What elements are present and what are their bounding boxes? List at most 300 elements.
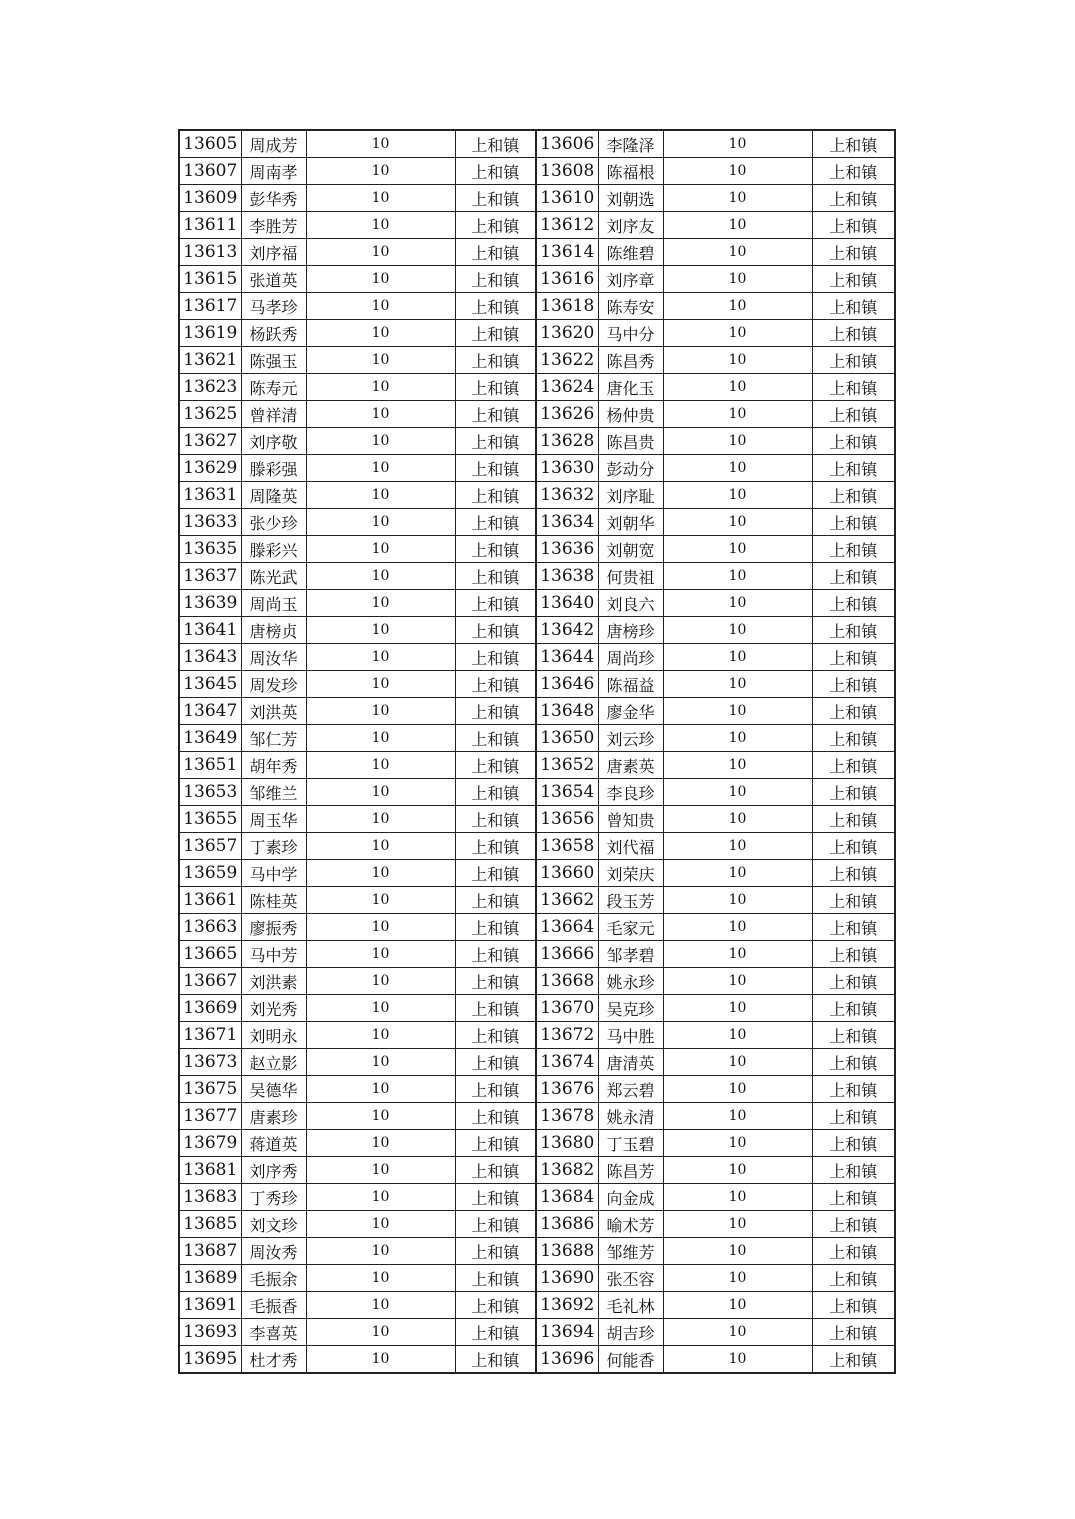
township-cell: 上和镇 [812,1130,895,1157]
record-number-cell: 13657 [179,833,241,860]
township-cell: 上和镇 [812,266,895,293]
person-name-cell: 刘序耻 [598,482,663,509]
amount-cell: 10 [663,968,812,995]
township-cell: 上和镇 [812,401,895,428]
record-number-cell: 13661 [179,887,241,914]
amount-cell: 10 [306,968,455,995]
township-cell: 上和镇 [812,806,895,833]
person-name-cell: 杜才秀 [241,1346,306,1374]
record-number-cell: 13606 [536,130,598,158]
record-number-cell: 13650 [536,725,598,752]
township-cell: 上和镇 [812,455,895,482]
record-number-cell: 13627 [179,428,241,455]
record-number-cell: 13679 [179,1130,241,1157]
person-name-cell: 刘序秀 [241,1157,306,1184]
record-number-cell: 13621 [179,347,241,374]
table-row [179,1022,895,1049]
amount-cell: 10 [306,1130,455,1157]
table-row [179,266,895,293]
person-name-cell: 李隆泽 [598,130,663,158]
record-number-cell: 13630 [536,455,598,482]
amount-cell: 10 [663,806,812,833]
amount-cell: 10 [306,779,455,806]
person-name-cell: 胡吉珍 [598,1319,663,1346]
person-name-cell: 胡年秀 [241,752,306,779]
person-name-cell: 张丕容 [598,1265,663,1292]
person-name-cell: 周发珍 [241,671,306,698]
township-cell: 上和镇 [812,212,895,239]
township-cell: 上和镇 [455,320,536,347]
record-number-cell: 13656 [536,806,598,833]
amount-cell: 10 [306,590,455,617]
table-row [179,239,895,266]
township-cell: 上和镇 [455,887,536,914]
amount-cell: 10 [663,482,812,509]
record-number-cell: 13652 [536,752,598,779]
record-number-cell: 13668 [536,968,598,995]
table-row [179,563,895,590]
record-number-cell: 13631 [179,482,241,509]
table-row [179,320,895,347]
record-number-cell: 13632 [536,482,598,509]
township-cell: 上和镇 [455,1022,536,1049]
person-name-cell: 赵立影 [241,1049,306,1076]
person-name-cell: 邹孝碧 [598,941,663,968]
person-name-cell: 杨仲贵 [598,401,663,428]
person-name-cell: 刘序章 [598,266,663,293]
township-cell: 上和镇 [455,968,536,995]
record-number-cell: 13651 [179,752,241,779]
amount-cell: 10 [663,509,812,536]
amount-cell: 10 [663,347,812,374]
person-name-cell: 毛礼林 [598,1292,663,1319]
amount-cell: 10 [306,428,455,455]
township-cell: 上和镇 [455,509,536,536]
person-name-cell: 杨跃秀 [241,320,306,347]
amount-cell: 10 [306,941,455,968]
table-row [179,482,895,509]
person-name-cell: 周隆英 [241,482,306,509]
township-cell: 上和镇 [812,1238,895,1265]
person-name-cell: 周尚珍 [598,644,663,671]
amount-cell: 10 [663,995,812,1022]
record-number-cell: 13647 [179,698,241,725]
township-cell: 上和镇 [812,563,895,590]
amount-cell: 10 [306,833,455,860]
record-number-cell: 13642 [536,617,598,644]
person-name-cell: 廖金华 [598,698,663,725]
record-number-cell: 13608 [536,158,598,185]
record-number-cell: 13686 [536,1211,598,1238]
person-name-cell: 陈寿元 [241,374,306,401]
amount-cell: 10 [663,401,812,428]
person-name-cell: 陈强玉 [241,347,306,374]
amount-cell: 10 [306,455,455,482]
township-cell: 上和镇 [812,482,895,509]
record-number-cell: 13635 [179,536,241,563]
table-row [179,1157,895,1184]
person-name-cell: 毛家元 [598,914,663,941]
roster-body [179,130,895,1373]
amount-cell: 10 [306,320,455,347]
township-cell: 上和镇 [455,266,536,293]
township-cell: 上和镇 [455,1130,536,1157]
township-cell: 上和镇 [455,644,536,671]
record-number-cell: 13675 [179,1076,241,1103]
amount-cell: 10 [663,671,812,698]
amount-cell: 10 [663,185,812,212]
person-name-cell: 陈桂英 [241,887,306,914]
amount-cell: 10 [663,563,812,590]
amount-cell: 10 [663,1076,812,1103]
record-number-cell: 13682 [536,1157,598,1184]
record-number-cell: 13618 [536,293,598,320]
table-row [179,644,895,671]
record-number-cell: 13693 [179,1319,241,1346]
table-row [179,617,895,644]
record-number-cell: 13624 [536,374,598,401]
record-number-cell: 13616 [536,266,598,293]
table-row [179,941,895,968]
person-name-cell: 何能香 [598,1346,663,1374]
record-number-cell: 13671 [179,1022,241,1049]
record-number-cell: 13609 [179,185,241,212]
person-name-cell: 刘荣庆 [598,860,663,887]
amount-cell: 10 [306,347,455,374]
township-cell: 上和镇 [812,833,895,860]
township-cell: 上和镇 [455,779,536,806]
amount-cell: 10 [663,320,812,347]
person-name-cell: 滕彩强 [241,455,306,482]
township-cell: 上和镇 [455,833,536,860]
township-cell: 上和镇 [455,1076,536,1103]
record-number-cell: 13685 [179,1211,241,1238]
township-cell: 上和镇 [455,374,536,401]
record-number-cell: 13676 [536,1076,598,1103]
person-name-cell: 唐素英 [598,752,663,779]
township-cell: 上和镇 [455,239,536,266]
person-name-cell: 蒋道英 [241,1130,306,1157]
person-name-cell: 刘序敬 [241,428,306,455]
record-number-cell: 13613 [179,239,241,266]
township-cell: 上和镇 [812,374,895,401]
person-name-cell: 曾祥清 [241,401,306,428]
township-cell: 上和镇 [812,1103,895,1130]
township-cell: 上和镇 [455,590,536,617]
township-cell: 上和镇 [455,1103,536,1130]
township-cell: 上和镇 [812,1265,895,1292]
table-row [179,347,895,374]
record-number-cell: 13694 [536,1319,598,1346]
person-name-cell: 李良珍 [598,779,663,806]
table-row [179,779,895,806]
person-name-cell: 张道英 [241,266,306,293]
township-cell: 上和镇 [812,239,895,266]
person-name-cell: 周玉华 [241,806,306,833]
township-cell: 上和镇 [812,1319,895,1346]
amount-cell: 10 [306,752,455,779]
person-name-cell: 刘洪英 [241,698,306,725]
person-name-cell: 刘代福 [598,833,663,860]
township-cell: 上和镇 [455,1319,536,1346]
person-name-cell: 彭动分 [598,455,663,482]
township-cell: 上和镇 [812,1022,895,1049]
amount-cell: 10 [663,779,812,806]
amount-cell: 10 [663,941,812,968]
record-number-cell: 13629 [179,455,241,482]
amount-cell: 10 [663,1184,812,1211]
table-row [179,130,895,158]
record-number-cell: 13654 [536,779,598,806]
person-name-cell: 张少珍 [241,509,306,536]
township-cell: 上和镇 [812,671,895,698]
table-row [179,698,895,725]
amount-cell: 10 [663,725,812,752]
amount-cell: 10 [663,1157,812,1184]
record-number-cell: 13615 [179,266,241,293]
amount-cell: 10 [663,698,812,725]
amount-cell: 10 [306,1103,455,1130]
person-name-cell: 马中胜 [598,1022,663,1049]
table-row [179,590,895,617]
person-name-cell: 彭华秀 [241,185,306,212]
amount-cell: 10 [306,1076,455,1103]
record-number-cell: 13644 [536,644,598,671]
record-number-cell: 13639 [179,590,241,617]
amount-cell: 10 [306,1211,455,1238]
amount-cell: 10 [306,644,455,671]
person-name-cell: 刘云珍 [598,725,663,752]
person-name-cell: 马中分 [598,320,663,347]
person-name-cell: 吴德华 [241,1076,306,1103]
table-row [179,1130,895,1157]
person-name-cell: 廖振秀 [241,914,306,941]
person-name-cell: 邹仁芳 [241,725,306,752]
record-number-cell: 13665 [179,941,241,968]
township-cell: 上和镇 [455,401,536,428]
record-number-cell: 13649 [179,725,241,752]
township-cell: 上和镇 [455,293,536,320]
person-name-cell: 刘明永 [241,1022,306,1049]
amount-cell: 10 [663,158,812,185]
township-cell: 上和镇 [812,1076,895,1103]
table-row [179,1346,895,1374]
table-row [179,158,895,185]
person-name-cell: 毛振香 [241,1292,306,1319]
person-name-cell: 丁秀珍 [241,1184,306,1211]
amount-cell: 10 [306,1238,455,1265]
township-cell: 上和镇 [812,860,895,887]
amount-cell: 10 [306,563,455,590]
township-cell: 上和镇 [455,1211,536,1238]
person-name-cell: 唐化玉 [598,374,663,401]
record-number-cell: 13640 [536,590,598,617]
township-cell: 上和镇 [812,941,895,968]
amount-cell: 10 [306,1346,455,1374]
record-number-cell: 13673 [179,1049,241,1076]
township-cell: 上和镇 [455,725,536,752]
township-cell: 上和镇 [812,1157,895,1184]
amount-cell: 10 [663,130,812,158]
amount-cell: 10 [306,1319,455,1346]
township-cell: 上和镇 [455,428,536,455]
person-name-cell: 陈寿安 [598,293,663,320]
township-cell: 上和镇 [812,536,895,563]
person-name-cell: 丁玉碧 [598,1130,663,1157]
record-number-cell: 13641 [179,617,241,644]
amount-cell: 10 [663,1130,812,1157]
person-name-cell: 向金成 [598,1184,663,1211]
record-number-cell: 13611 [179,212,241,239]
amount-cell: 10 [663,644,812,671]
township-cell: 上和镇 [455,158,536,185]
table-row [179,1238,895,1265]
record-number-cell: 13634 [536,509,598,536]
amount-cell: 10 [663,1292,812,1319]
township-cell: 上和镇 [812,1346,895,1374]
amount-cell: 10 [306,1292,455,1319]
person-name-cell: 马中芳 [241,941,306,968]
amount-cell: 10 [306,995,455,1022]
person-name-cell: 唐清英 [598,1049,663,1076]
amount-cell: 10 [663,752,812,779]
township-cell: 上和镇 [455,1184,536,1211]
person-name-cell: 邹维兰 [241,779,306,806]
person-name-cell: 段玉芳 [598,887,663,914]
record-number-cell: 13677 [179,1103,241,1130]
person-name-cell: 刘朝宽 [598,536,663,563]
person-name-cell: 周汝华 [241,644,306,671]
record-number-cell: 13692 [536,1292,598,1319]
record-number-cell: 13667 [179,968,241,995]
amount-cell: 10 [663,1103,812,1130]
township-cell: 上和镇 [812,995,895,1022]
township-cell: 上和镇 [812,887,895,914]
amount-cell: 10 [663,455,812,482]
amount-cell: 10 [663,266,812,293]
person-name-cell: 滕彩兴 [241,536,306,563]
table-row [179,1184,895,1211]
person-name-cell: 郑云碧 [598,1076,663,1103]
township-cell: 上和镇 [455,698,536,725]
amount-cell: 10 [306,482,455,509]
amount-cell: 10 [306,509,455,536]
amount-cell: 10 [306,698,455,725]
person-name-cell: 刘光秀 [241,995,306,1022]
township-cell: 上和镇 [812,293,895,320]
table-row [179,833,895,860]
record-number-cell: 13674 [536,1049,598,1076]
person-name-cell: 马中学 [241,860,306,887]
amount-cell: 10 [306,914,455,941]
person-name-cell: 陈昌秀 [598,347,663,374]
township-cell: 上和镇 [455,536,536,563]
record-number-cell: 13655 [179,806,241,833]
table-row [179,752,895,779]
amount-cell: 10 [663,212,812,239]
amount-cell: 10 [306,185,455,212]
roster-table [178,129,896,1374]
record-number-cell: 13633 [179,509,241,536]
record-number-cell: 13653 [179,779,241,806]
table-row [179,1211,895,1238]
person-name-cell: 丁素珍 [241,833,306,860]
amount-cell: 10 [306,671,455,698]
table-row [179,968,895,995]
person-name-cell: 陈福根 [598,158,663,185]
table-row [179,860,895,887]
person-name-cell: 唐素珍 [241,1103,306,1130]
amount-cell: 10 [306,293,455,320]
amount-cell: 10 [663,860,812,887]
record-number-cell: 13605 [179,130,241,158]
township-cell: 上和镇 [455,347,536,374]
person-name-cell: 刘朝选 [598,185,663,212]
amount-cell: 10 [306,1184,455,1211]
record-number-cell: 13691 [179,1292,241,1319]
record-number-cell: 13690 [536,1265,598,1292]
person-name-cell: 马孝珍 [241,293,306,320]
record-number-cell: 13695 [179,1346,241,1374]
township-cell: 上和镇 [812,320,895,347]
amount-cell: 10 [306,1265,455,1292]
table-row [179,293,895,320]
township-cell: 上和镇 [455,671,536,698]
table-row [179,914,895,941]
township-cell: 上和镇 [812,698,895,725]
record-number-cell: 13658 [536,833,598,860]
amount-cell: 10 [663,239,812,266]
record-number-cell: 13662 [536,887,598,914]
table-row [179,1319,895,1346]
township-cell: 上和镇 [455,1346,536,1374]
person-name-cell: 毛振余 [241,1265,306,1292]
township-cell: 上和镇 [455,995,536,1022]
table-row [179,455,895,482]
record-number-cell: 13696 [536,1346,598,1374]
amount-cell: 10 [306,239,455,266]
township-cell: 上和镇 [812,590,895,617]
record-number-cell: 13623 [179,374,241,401]
person-name-cell: 刘良六 [598,590,663,617]
person-name-cell: 周尚玉 [241,590,306,617]
amount-cell: 10 [663,428,812,455]
amount-cell: 10 [663,1211,812,1238]
township-cell: 上和镇 [455,752,536,779]
amount-cell: 10 [663,374,812,401]
township-cell: 上和镇 [812,617,895,644]
record-number-cell: 13669 [179,995,241,1022]
person-name-cell: 周汝秀 [241,1238,306,1265]
amount-cell: 10 [663,1265,812,1292]
record-number-cell: 13637 [179,563,241,590]
township-cell: 上和镇 [455,617,536,644]
amount-cell: 10 [663,887,812,914]
amount-cell: 10 [306,617,455,644]
record-number-cell: 13670 [536,995,598,1022]
record-number-cell: 13622 [536,347,598,374]
amount-cell: 10 [306,374,455,401]
township-cell: 上和镇 [812,428,895,455]
township-cell: 上和镇 [455,1157,536,1184]
person-name-cell: 唐榜珍 [598,617,663,644]
record-number-cell: 13617 [179,293,241,320]
table-row [179,401,895,428]
record-number-cell: 13659 [179,860,241,887]
record-number-cell: 13620 [536,320,598,347]
amount-cell: 10 [306,266,455,293]
person-name-cell: 唐榜贞 [241,617,306,644]
